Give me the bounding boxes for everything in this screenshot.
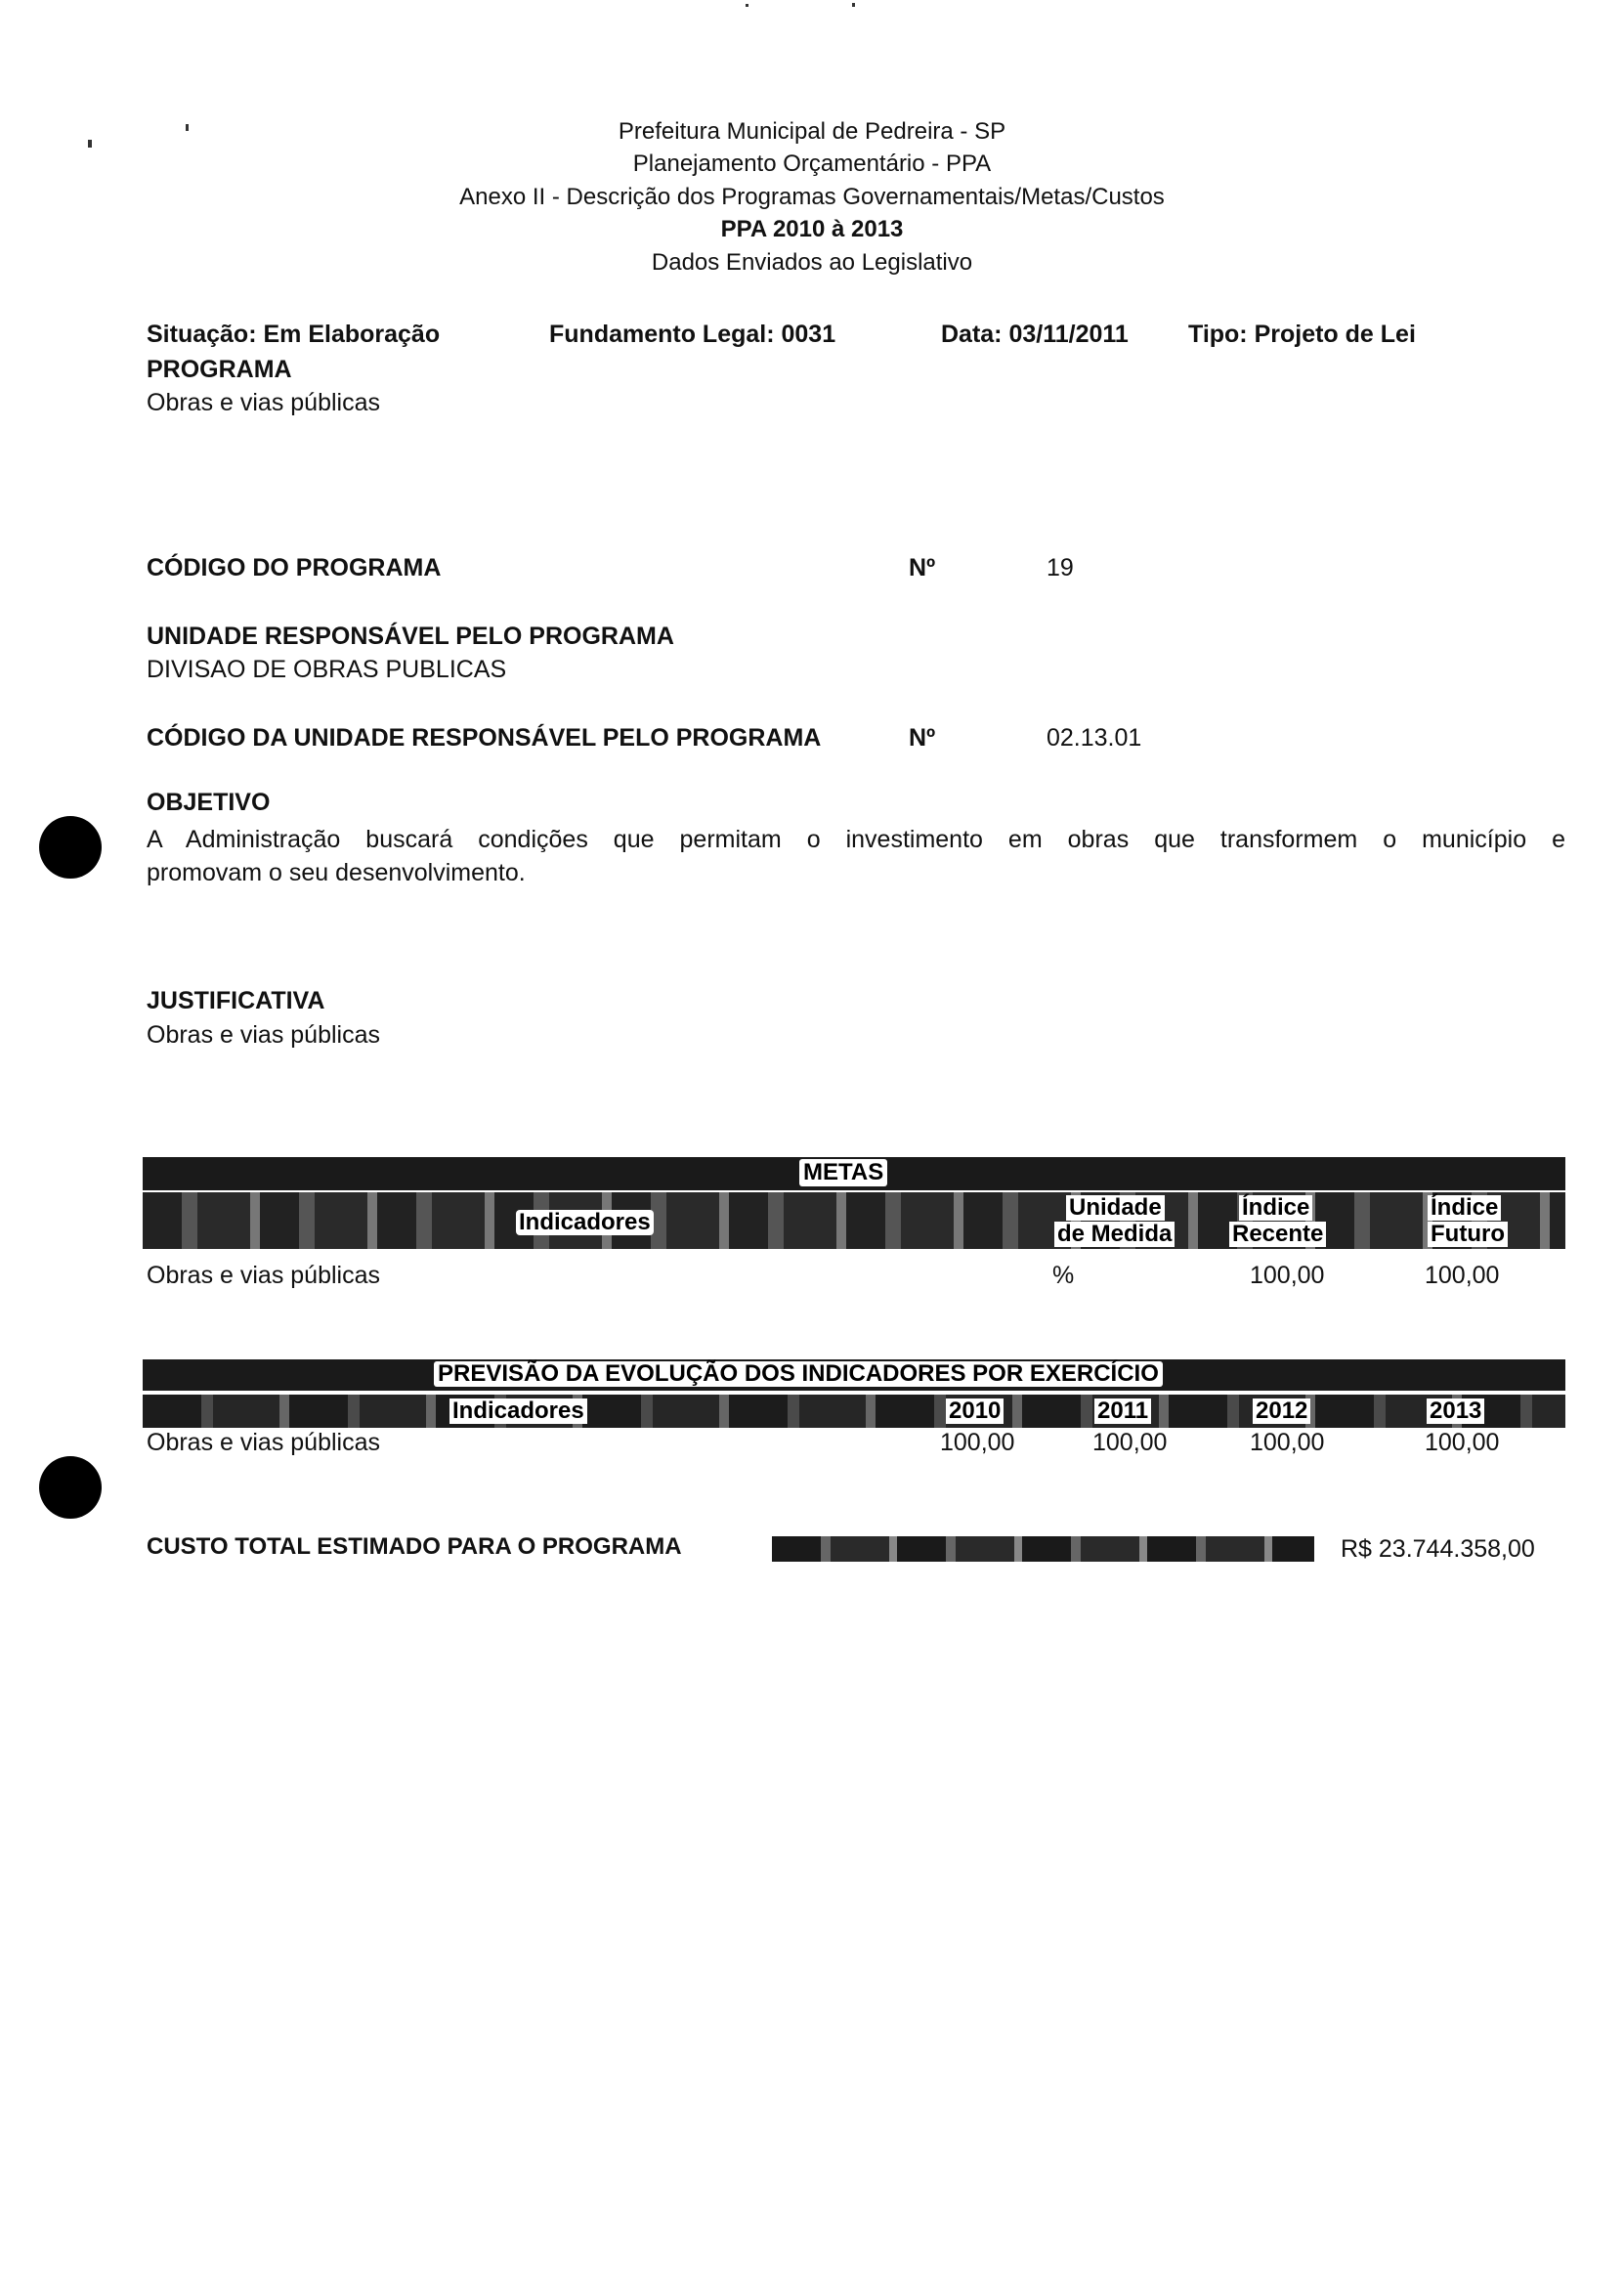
custo-fill-bar [772, 1536, 1314, 1562]
previsao-col-2010: 2010 [946, 1398, 1004, 1424]
programa-value: Obras e vias públicas [147, 389, 381, 416]
codigo-unidade-no: Nº [909, 724, 936, 752]
programa-label: PROGRAMA [147, 356, 292, 383]
custo-label: CUSTO TOTAL ESTIMADO PARA O PROGRAMA [147, 1533, 682, 1560]
scan-speck [852, 3, 855, 7]
metas-col-recente-1: Índice [1239, 1195, 1312, 1221]
previsao-title: PREVISÃO DA EVOLUÇÃO DOS INDICADORES POR EXERCÍCIO [434, 1361, 1163, 1387]
previsao-row-2011: 100,00 [1092, 1429, 1168, 1456]
justificativa-value: Obras e vias públicas [147, 1021, 381, 1049]
metas-title-bar [143, 1157, 1565, 1190]
previsao-col-2013: 2013 [1427, 1398, 1484, 1424]
previsao-col-indicadores: Indicadores [449, 1398, 587, 1424]
punch-hole [39, 1456, 102, 1519]
codigo-unidade-value: 02.13.01 [1047, 724, 1142, 752]
previsao-col-2012: 2012 [1253, 1398, 1310, 1424]
justificativa-label: JUSTIFICATIVA [147, 987, 325, 1014]
header-line-municipality: Prefeitura Municipal de Pedreira - SP [618, 118, 1006, 145]
previsao-row-indicador: Obras e vias públicas [147, 1429, 381, 1456]
previsao-title-bar [143, 1359, 1565, 1391]
metas-col-unidade-2: de Medida [1054, 1222, 1175, 1247]
metas-row-unidade: % [1052, 1262, 1075, 1289]
previsao-col-2011: 2011 [1094, 1398, 1151, 1424]
header-line-legislativo: Dados Enviados ao Legislativo [651, 249, 973, 276]
codigo-programa-no: Nº [909, 554, 936, 581]
codigo-programa-value: 19 [1047, 554, 1074, 581]
tipo-label: Tipo: Projeto de Lei [1188, 321, 1416, 348]
metas-col-indicadores: Indicadores [516, 1210, 654, 1235]
objetivo-line-1: A Administração buscará condições que permitam o investimento em obras que transformem o município e [147, 826, 1565, 853]
previsao-row-2010: 100,00 [940, 1429, 1015, 1456]
header-line-annex: Anexo II - Descrição dos Programas Governamentais/Metas/Custos [459, 184, 1165, 210]
metas-row-indicador: Obras e vias públicas [147, 1262, 381, 1289]
situacao-label: Situação: Em Elaboração [147, 321, 441, 348]
header-line-planning: Planejamento Orçamentário - PPA [632, 151, 992, 177]
punch-hole [39, 816, 102, 879]
fundamento-label: Fundamento Legal: 0031 [549, 321, 836, 348]
metas-header-row [143, 1192, 1565, 1249]
metas-col-futuro-1: Índice [1428, 1195, 1501, 1221]
header-line-ppa: PPA 2010 à 2013 [720, 216, 904, 242]
custo-value: R$ 23.744.358,00 [1341, 1535, 1535, 1563]
metas-col-unidade-1: Unidade [1066, 1195, 1165, 1221]
previsao-row-2012: 100,00 [1250, 1429, 1325, 1456]
codigo-unidade-label: CÓDIGO DA UNIDADE RESPONSÁVEL PELO PROGRAMA [147, 724, 822, 752]
unidade-value: DIVISAO DE OBRAS PUBLICAS [147, 656, 507, 683]
metas-row-recente: 100,00 [1250, 1262, 1325, 1289]
previsao-header-row [143, 1395, 1565, 1428]
metas-col-recente-2: Recente [1229, 1222, 1326, 1247]
metas-title: METAS [799, 1159, 887, 1186]
objetivo-label: OBJETIVO [147, 789, 271, 816]
codigo-programa-label: CÓDIGO DO PROGRAMA [147, 554, 442, 581]
data-label: Data: 03/11/2011 [941, 321, 1129, 348]
unidade-label: UNIDADE RESPONSÁVEL PELO PROGRAMA [147, 623, 674, 650]
scan-speck [746, 4, 748, 7]
objetivo-line-2: promovam o seu desenvolvimento. [147, 859, 526, 886]
metas-row-futuro: 100,00 [1425, 1262, 1500, 1289]
metas-col-futuro-2: Futuro [1428, 1222, 1508, 1247]
previsao-row-2013: 100,00 [1425, 1429, 1500, 1456]
